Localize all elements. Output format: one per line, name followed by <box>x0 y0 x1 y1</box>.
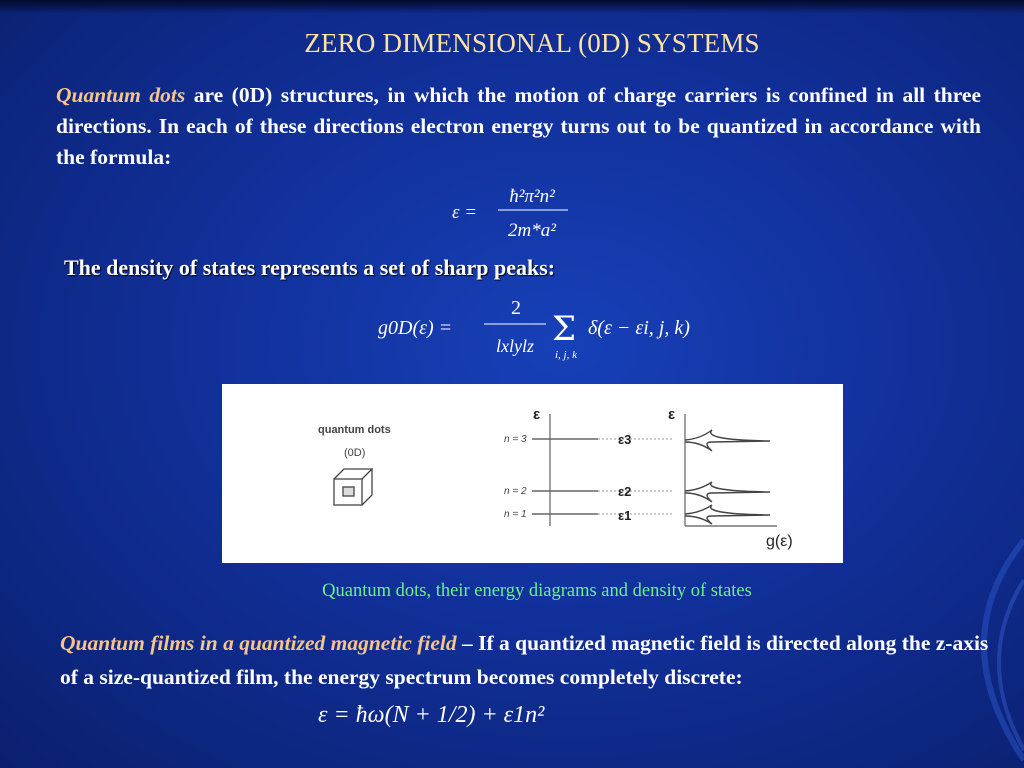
level-n2-label: n = 2 <box>504 486 527 497</box>
intro-paragraph <box>56 80 981 173</box>
dos-formula <box>376 292 726 364</box>
energy-axis-2 <box>685 414 777 526</box>
films-paragraph <box>60 626 1010 694</box>
slide-title: ZERO DIMENSIONAL (0D) SYSTEMS <box>304 28 760 58</box>
films-dash: – <box>456 631 479 655</box>
energy-diagram <box>222 384 843 563</box>
dos-heading: The density of states represents a set of sharp peaks: <box>64 255 556 280</box>
axis-e-label-2: ε <box>668 406 676 423</box>
energy-formula-lhs: ε = <box>452 202 478 223</box>
dos-formula-numerator: 2 <box>511 297 521 319</box>
energy-formula-numerator: ħ²π²n² <box>509 186 555 207</box>
quantum-dot-cube-icon <box>334 469 372 505</box>
level-e1-label: ε1 <box>618 508 632 523</box>
intro-term: Quantum dots <box>56 83 186 107</box>
label-quantum-dots: quantum dots <box>318 424 391 436</box>
dos-formula-sum: Σ <box>552 309 577 349</box>
films-text: If a quantized magnetic field is directed along the z-axis of a size-quantized film, the energy spectrum becomes completely discrete: <box>60 631 989 689</box>
dos-formula-sum-index: i, j, k <box>555 349 577 361</box>
level-n3-label: n = 3 <box>504 434 527 445</box>
films-term: Quantum films in a quantized magnetic field <box>60 631 457 655</box>
energy-formula <box>440 178 590 244</box>
level-n1-label: n = 1 <box>504 509 527 520</box>
level-e3-label: ε3 <box>618 432 632 447</box>
figure-caption: Quantum dots, their energy diagrams and density of states <box>322 581 752 601</box>
films-formula-text: ε = ħω(N + 1/2) + ε1n² <box>318 702 545 728</box>
axis-g-label: g(ε) <box>766 533 793 550</box>
level-e2-label: ε2 <box>618 484 632 499</box>
films-formula <box>318 692 588 736</box>
dos-formula-term: δ(ε − εi, j, k) <box>588 317 690 339</box>
energy-formula-denominator: 2m*a² <box>508 220 556 241</box>
axis-e-label-1: ε <box>533 406 541 423</box>
top-shadow <box>0 0 1024 14</box>
dos-peak-2 <box>685 482 770 502</box>
dos-peak-3 <box>685 430 770 451</box>
quantum-dots-figure <box>222 384 843 563</box>
intro-text: are (0D) structures, in which the motion of charge carriers is confined in all three directions. In each of these directions electron energy turns out to be quantized in accordance with the formula: <box>56 83 981 169</box>
label-0d: (0D) <box>344 447 366 459</box>
dos-formula-lhs: g0D(ε) = <box>378 317 453 339</box>
dos-peak-1 <box>685 505 770 524</box>
dos-formula-denominator: lxlylz <box>496 336 534 356</box>
